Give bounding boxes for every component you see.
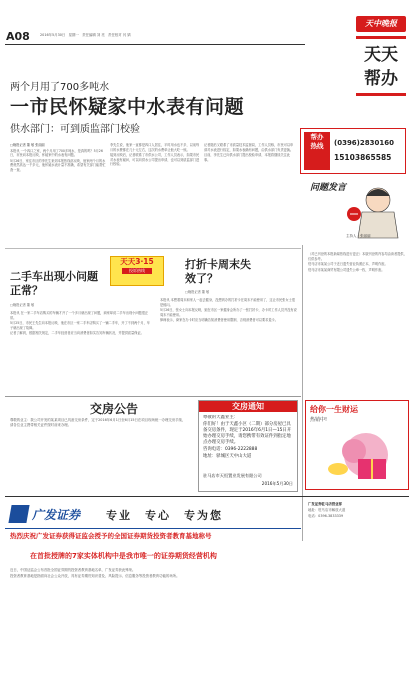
paragraph: 记者了解到，根据相关规定，二手车经营者应当向消费者如实告知车辆状况，并提供质量保证。 (10, 331, 144, 336)
help-box (300, 128, 406, 174)
main-article-body-3 (204, 143, 296, 243)
badge-315-sub-text: 投诉热线 (129, 268, 145, 273)
badge-315-sub (122, 268, 152, 274)
dateline: 2016年5月30日 星期一 责任编辑 刘 亮 责任校对 闫 婧 (40, 33, 131, 37)
securities-slogan: 专业 专心 专为您 (106, 509, 223, 522)
ad-right (305, 400, 409, 490)
help-box-title (304, 132, 330, 170)
notice-box (198, 400, 298, 492)
news-left-byline: □晚报记者 董 敏 (10, 303, 35, 307)
ad-right-title: 给你一生财运 (310, 405, 358, 414)
notice-box-title: 交房通知 (199, 401, 297, 412)
help-phone-1[interactable]: (0396)2830160 (334, 139, 394, 147)
paragraph: 本报讯 本想着周末和家人一起去健身，没想到办的打折卡在周末不能使用了，这让市民张女士很是郁闷。 (160, 298, 295, 307)
logo-text: 天中晚报 (365, 18, 397, 28)
notice-box-body (203, 415, 295, 471)
securities-logo-text: 广发证券 (32, 508, 81, 522)
paragraph: 5月26日，张女士向本报反映，她在市区一家健身会所办了一张打折卡，办卡时工作人员并没有说周末不能使用。 (160, 308, 297, 317)
securities-headline-2: 在首批授牌的7家实体机构中是我市唯一的证券期货经营机构 (30, 552, 217, 560)
main-article-body-2 (110, 143, 200, 243)
headline: 一市民怀疑家中水表有问题 (10, 96, 245, 118)
main-article-body (10, 143, 106, 243)
paragraph: 尊敬的天鑫业主： (203, 415, 239, 420)
notice: 驻马店市某某公司于近日遗失营业执照正本，声明作废。 (308, 262, 388, 267)
securities-body (10, 568, 300, 668)
gift-icon (318, 425, 398, 485)
paragraph: 律师表示，商家在办卡时应当明确告知消费者使用限制，否则消费者可以要求退卡。 (160, 318, 278, 323)
paragraph: 你们好！由于天鑫小区（二期）部分房屋已具备交房条件，现定于2016年6月1日—15日开始办理交房手续，请您携带有效证件到指定地点办理交房手续。 (203, 422, 292, 445)
notice: 驻马店市某某商贸有限公司遗失公章一枚，声明作废。 (308, 267, 385, 272)
lost-section-title: 交房公告 (90, 402, 139, 416)
securities-headline-1: 热烈庆祝广发证券获得证监会授予的全国证券期货投资者教育基地称号 (10, 532, 212, 540)
help-box-title-text: 帮办热线 (310, 133, 324, 150)
paragraph: 尊敬的业主：我公司开发的某某项目已具备交房条件，定于2016年6月1日至6月15日在项目现场统一办理交房手续，请各位业主携带相关证件按时前来办理。 (10, 418, 186, 427)
notice-box-sign: 驻马店市天恒置业发展有限公司 (203, 473, 262, 478)
host-name: 主持人：张丽丽 (346, 234, 371, 238)
badge-315-title: 天天3·15 (120, 257, 154, 266)
address: 地址：驻马店市解放大道 (308, 508, 346, 512)
help-phone-2[interactable]: 15103865585 (334, 153, 392, 162)
securities-contact (308, 502, 408, 672)
paragraph: 投资者教育基地是指面向社会公众开放，具有证券期货知识普及、风险提示、信息服务等投资者教育功能的场所。 (10, 574, 180, 578)
paragraph: 李先生说，他家一直都是四口人居住，平时用水也不多，以前每月的水费都在几十元左右，这次的水费单让他大吃一惊。 (110, 143, 200, 152)
news-right-byline: □晚报记者 董 敏 (185, 290, 210, 294)
byline: □晚报记者 董 敏 张丽丽 (10, 143, 45, 147)
paragraph: 接到反映后，记者联系了市供水公司，工作人员表示，如果市民对水表有疑问，可以向供水公司提出申请，也可以到质监部门进行校验。 (110, 153, 200, 167)
news-left-body (10, 311, 150, 389)
paragraph: 5月26日，家住市区的李先生来到本报热线部反映，他家两个月的水费竟然高达一千多元，他怀疑水表计量不准确，希望有关部门能帮忙查一查。 (10, 158, 106, 172)
branch: 广发证券驻马店营业部 (308, 502, 342, 506)
ad-right-sub: 热销中! (310, 417, 328, 423)
paragraph: 咨询电话：0396-2222888 (203, 447, 258, 452)
right-column-notices (308, 252, 408, 542)
badge-315 (110, 256, 164, 286)
securities-logo-mark (8, 505, 29, 523)
subhead: 供水部门：可到质监部门校验 (10, 124, 140, 135)
paragraph: 5月25日，市民王先生向本报反映，他在市区一家二手车店购买了一辆二手车，开了不到两个月，车子就出现了故障。 (10, 321, 150, 330)
paragraph: 记者随后又联系了市质量技术监督局，工作人员称，市民可以申请对水表进行检定，如果水表确有问题，由供水部门负责更换。 (204, 143, 294, 152)
cartoon-figure-icon (342, 184, 402, 239)
notice: （对已刊登的本报新闻热线进行更正）本版刊登的内容均由读者提供，仅供参考。 (308, 252, 407, 261)
section-title-text: 天天帮办 (364, 45, 398, 89)
securities-logo (10, 503, 96, 525)
cartoon-label: 问题发言 (310, 183, 347, 193)
paragraph: 本报讯 一个四口之家，两个月用了700多吨水，是真的吗？5月26日，市民向本报反映，怀疑家中的水表有问题。 (10, 148, 103, 158)
section-title (356, 36, 406, 96)
paragraph: 地址：驿城区天中山大道 (203, 454, 252, 459)
paragraph: 目前，李先生已向供水部门提出校验申请，本报将继续关注此事。 (204, 153, 291, 162)
page-number: A08 (6, 30, 30, 43)
paragraph: 本报讯 在一家二手车店购买的车辆才开了一个多月就出现了问题，商家却说二手车出现小问题很正常。 (10, 311, 149, 320)
news-left-headline: 二手车出现小问题正常？ (10, 270, 98, 297)
kicker: 两个月用了700多吨水 (10, 82, 110, 93)
phone: 电话：0396-3833339 (308, 514, 344, 518)
paragraph: 近日，中国证监会公布首批全国证券期货投资者教育基地名单，广发证券获此殊荣。 (10, 568, 136, 572)
lost-section-body (10, 418, 188, 488)
news-right-headline: 打折卡周末失效了？ (185, 258, 251, 285)
notice-box-date: 2016年5月30日 (261, 481, 293, 486)
news-right-body (160, 298, 298, 388)
cartoon (306, 178, 404, 242)
